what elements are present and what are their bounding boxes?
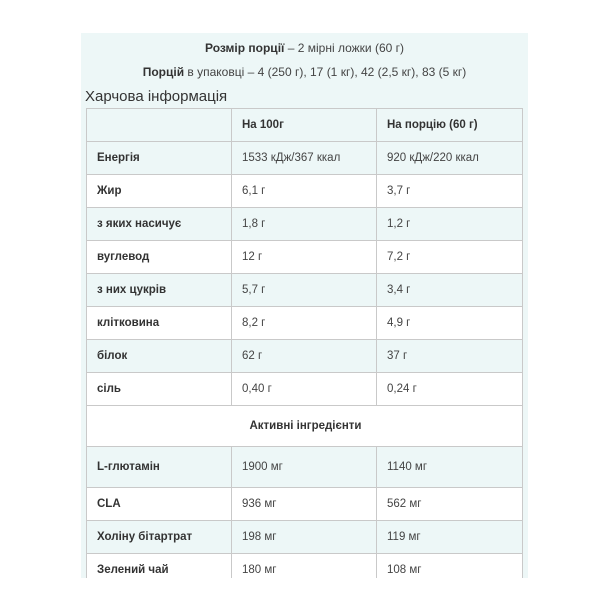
active-ingredients-section-row: [87, 406, 523, 447]
row-label: Холіну бітартрат: [87, 521, 232, 554]
value-per-serving: 1,2 г: [377, 208, 523, 241]
row-label: білок: [87, 340, 232, 373]
serving-size-line: [81, 41, 528, 55]
row-label: з яких насичує: [87, 208, 232, 241]
row-label: сіль: [87, 373, 232, 406]
row-label: клітковина: [87, 307, 232, 340]
value-per-serving: 4,9 г: [377, 307, 523, 340]
value-per-100g: 1,8 г: [232, 208, 377, 241]
value-per-serving: 3,4 г: [377, 274, 523, 307]
nutrition-title: Харчова інформація: [85, 88, 228, 105]
table-row: [87, 307, 523, 340]
value-per-serving: 108 мг: [377, 554, 523, 579]
table-row: [87, 241, 523, 274]
row-label: вуглевод: [87, 241, 232, 274]
table-row: [87, 175, 523, 208]
table-row: [87, 521, 523, 554]
row-label: Зелений чай: [87, 554, 232, 579]
value-per-100g: 62 г: [232, 340, 377, 373]
table-row: [87, 447, 523, 488]
value-per-100g: 12 г: [232, 241, 377, 274]
table-row: [87, 142, 523, 175]
row-label: Енергія: [87, 142, 232, 175]
value-per-100g: 1900 мг: [232, 447, 377, 488]
serving-size-value: – 2 мірні ложки (60 г): [284, 41, 405, 55]
row-label: Жир: [87, 175, 232, 208]
table-row: [87, 373, 523, 406]
value-per-serving: 1140 мг: [377, 447, 523, 488]
table-row: [87, 208, 523, 241]
value-per-serving: 7,2 г: [377, 241, 523, 274]
value-per-serving: 562 мг: [377, 488, 523, 521]
value-per-100g: 936 мг: [232, 488, 377, 521]
row-label: з них цукрів: [87, 274, 232, 307]
table-row: [87, 554, 523, 579]
servings-per-pack-label: Порцій: [142, 65, 185, 79]
value-per-100g: 0,40 г: [232, 373, 377, 406]
value-per-100g: 8,2 г: [232, 307, 377, 340]
value-per-serving: 3,7 г: [377, 175, 523, 208]
table-header-row: [87, 109, 523, 142]
value-per-100g: 1533 кДж/367 ккал: [232, 142, 377, 175]
value-per-100g: 5,7 г: [232, 274, 377, 307]
active-ingredients-heading: Активні інгредієнти: [87, 406, 523, 447]
header-per-100g: На 100г: [232, 109, 377, 142]
value-per-serving: 920 кДж/220 ккал: [377, 142, 523, 175]
nutrition-table: [86, 108, 523, 578]
servings-per-pack-value: в упаковці – 4 (250 г), 17 (1 кг), 42 (2,5 кг), 83 (5 кг): [184, 65, 467, 79]
header-cell-empty: [87, 109, 232, 142]
value-per-100g: 6,1 г: [232, 175, 377, 208]
value-per-serving: 119 мг: [377, 521, 523, 554]
value-per-serving: 37 г: [377, 340, 523, 373]
table-row: [87, 488, 523, 521]
table-row: [87, 274, 523, 307]
value-per-100g: 180 мг: [232, 554, 377, 579]
value-per-serving: 0,24 г: [377, 373, 523, 406]
row-label: CLA: [87, 488, 232, 521]
header-per-serving: На порцію (60 г): [377, 109, 523, 142]
row-label: L-глютамін: [87, 447, 232, 488]
servings-per-pack-line: [81, 65, 528, 79]
table-row: [87, 340, 523, 373]
nutrition-panel: [81, 33, 528, 578]
value-per-100g: 198 мг: [232, 521, 377, 554]
serving-size-label: Розмір порції: [204, 41, 285, 55]
